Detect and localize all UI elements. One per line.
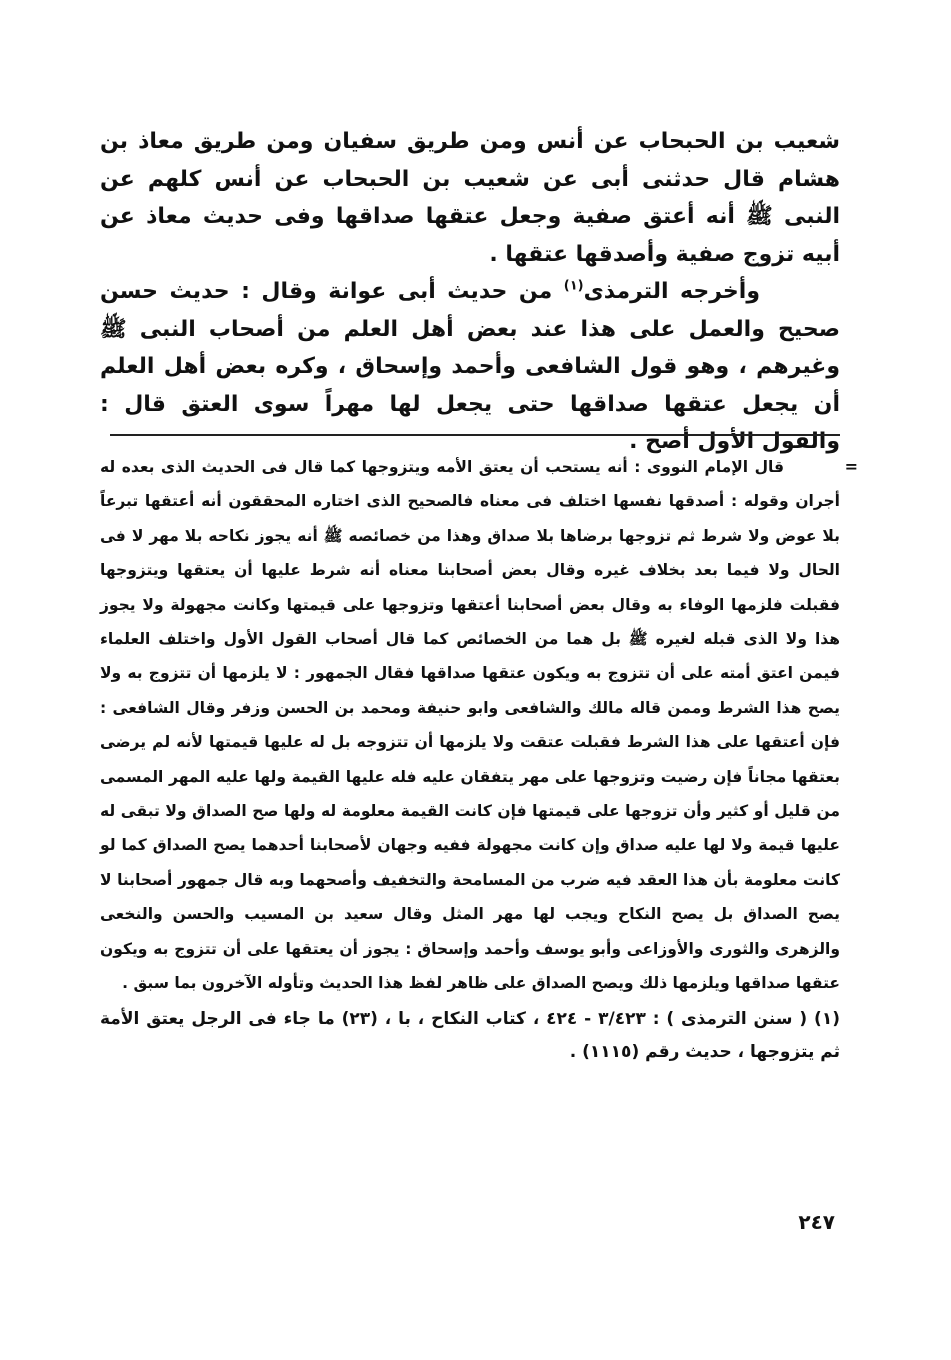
- main-text: [100, 123, 840, 461]
- page-number: ٢٤٧: [798, 1210, 835, 1234]
- footnote-continuation: [100, 450, 858, 1001]
- paragraph-text: من حديث أبى عوانة وقال : حديث حسن صحيح والعمل على هذا عند بعض أهل العلم من أصحاب النبى ﷺ وغيرهم ، وهو قول الشافعى وأحمد وإسحاق ، وكره بعض أهل العلم أن يجعل عتقها صداقها حتى يجعل لها مهراً سوى العتق قال : والقول الأول أصح .: [100, 279, 840, 454]
- main-paragraph: [100, 273, 840, 461]
- continuation-mark: =: [844, 457, 858, 476]
- footnote-text: قال الإمام النووى : أنه يستحب أن يعتق الأمه ويتزوجها كما قال فى الحديث الذى بعده له أجران وقوله : أصدقها نفسها اختلف فى معناه فالصحيح الذى اختاره المحققون أنه أعتقها تبرعاً بلا عوض ولا شرط ثم تزوجها برضاها بلا صداق وهذا من خصائصه ﷺ أنه يجوز نكاحه بلا مهر لا فى الحال ولا فيما بعد بخلاف غيره وقال بعض أصحابنا معناه أنه شرط عليها أن يعتقها ويتزوجها فقبلت فلزمها الوفاء به وقال بعض أصحابنا أعتقها وتزوجها على قيمتها وكانت مجهولة ولا يجوز هذا ولا الذى قبله لغيره ﷺ بل هما من الخصائص كما قال أصحاب القول الأول واختلف العلماء فيمن اعتق أمته على أن تتزوج به ويكون عتقها صداقها فقال الجمهور : لا يلزمها أن تتزوج به ولا يصح هذا الشرط وممن قاله مالك والشافعى وابو حنيفة ومحمد بن الحسن وزفر وقال الشافعى : فإن أعتقها على هذا الشرط فقبلت عتقت ولا يلزمها أن تتزوجه بل له عليها قيمتها لأنه لم يرضى بعتقها مجاناً فإن رضيت وتزوجها على مهر يتفقان عليه فله عليها القيمة ولها عليه المهر المسمى من قليل أو كثير وأن تزوجها على قيمتها فإن كانت القيمة معلومة له ولها صح الصداق ولا تبقى له عليها قيمة ولا لها عليه صداق وإن كانت مجهولة ففيه وجهان لأصحابنا أحدهما يصح الصداق كما لو كانت معلومة بأن هذا العقد فيه ضرب من المسامحة والتخفيف وأصحهما وبه قال جمهور أصحابنا لا يصح الصداق بل يصح النكاح ويجب لها مهر المثل وقال سعيد بن المسيب والحسن والنخعى والزهرى والثورى والأوزاعى وأبو يوسف وأحمد وإسحاق : يجوز أن يعتقها على أن تتزوج به ويكون عتقها صداقها ويلزمها ذلك ويصح الصداق على ظاهر لفظ هذا الحديث وتأوله الآخرون بما سبق .: [100, 458, 840, 993]
- footnotes: [100, 450, 858, 1069]
- footnote-citation: (١) ( سنن الترمذى ) : ٣/٤٢٣ - ٤٢٤ ، كتاب النكاح ، با ، (٢٣) ما جاء فى الرجل يعتق الأمة ثم يتزوجها ، حديث رقم (١١١٥) .: [100, 1008, 840, 1062]
- main-paragraph: شعيب بن الحبحاب عن أنس ومن طريق سفيان ومن طريق معاذ بن هشام قال حدثنى أبى عن شعيب بن الحبحاب عن أنس كلهم عن النبى ﷺ أنه أعتق صفية وجعل عتقها صداقها وفى حديث معاذ عن أبيه تزوج صفية وأصدقها عتقها .: [100, 129, 840, 267]
- footnote-divider: [110, 434, 840, 436]
- footnote-reference: (١): [563, 278, 584, 294]
- paragraph-text: وأخرجه الترمذى: [583, 279, 761, 304]
